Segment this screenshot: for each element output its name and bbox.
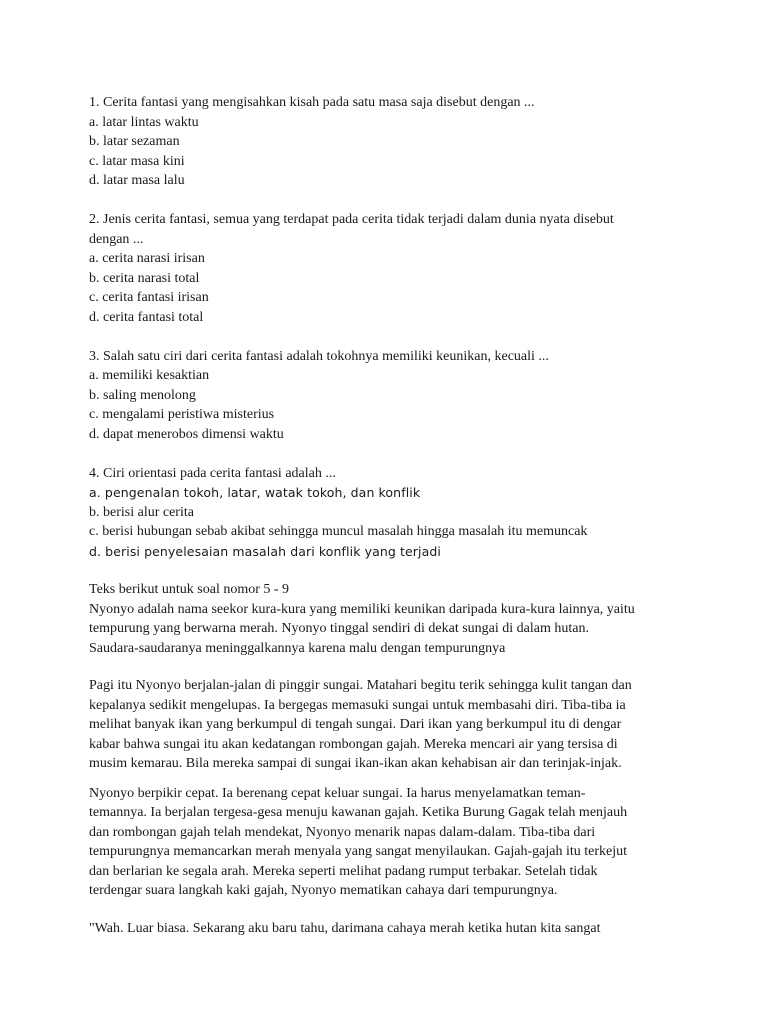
question-2: [89, 210, 689, 328]
passage-paragraph-1: [89, 600, 689, 659]
paragraph-line: terdengar suara langkah kaki gajah, Nyonyo mematikan cahaya dari tempurungnya.: [89, 883, 558, 899]
option-a: a. cerita narasi irisan: [89, 251, 205, 267]
paragraph-line: melihat banyak ikan yang berkumpul di tengah sungai. Dari ikan yang berkumpul itu di dengar: [89, 717, 622, 733]
option-c: c. berisi hubungan sebab akibat sehingga muncul masalah hingga masalah itu memuncak: [89, 524, 588, 540]
paragraph-line: dan rombongan gajah telah mendekat, Nyonyo menarik napas dalam-dalam. Tiba-tiba dari: [89, 824, 596, 840]
option-b: b. cerita narasi total: [89, 270, 200, 286]
paragraph-line: Nyonyo adalah nama seekor kura-kura yang memiliki keunikan daripada kura-kura lainnya, yaitu: [89, 601, 635, 617]
question-text: 2. Jenis cerita fantasi, semua yang terdapat pada cerita tidak terjadi dalam dunia nyata disebut: [89, 211, 614, 227]
document-body: [89, 93, 689, 938]
paragraph-line: musim kemarau. Bila mereka sampai di sungai ikan-ikan akan kehabisan air dan terinjak-injak.: [89, 756, 622, 772]
passage-heading: Teks berikut untuk soal nomor 5 - 9: [89, 582, 290, 598]
paragraph-line: tempurung yang berwarna merah. Nyonyo tinggal sendiri di dekat sungai di dalam hutan.: [89, 621, 589, 637]
option-b: b. saling menolong: [89, 387, 196, 403]
question-text: 3. Salah satu ciri dari cerita fantasi adalah tokohnya memiliki keunikan, kecuali ...: [89, 348, 549, 364]
question-3: [89, 347, 689, 445]
option-c: c. latar masa kini: [89, 153, 185, 169]
paragraph-line: temannya. Ia berjalan tergesa-gesa menuju kawanan gajah. Ketika Burung Gagak telah menjauh: [89, 805, 628, 821]
question-text: 1. Cerita fantasi yang mengisahkan kisah pada satu masa saja disebut dengan ...: [89, 95, 535, 110]
option-c: c. mengalami peristiwa misterius: [89, 407, 275, 423]
option-a: a. pengenalan tokoh, latar, watak tokoh, dan konflik: [89, 485, 421, 501]
question-1: [89, 93, 689, 191]
question-text: 4. Ciri orientasi pada cerita fantasi adalah ...: [89, 465, 336, 481]
reading-passage: [89, 580, 689, 938]
option-d: d. cerita fantasi total: [89, 309, 204, 325]
passage-paragraph-3: [89, 784, 689, 901]
paragraph-line: tempurungnya memancarkan merah menyala yang sangat menyilaukan. Gajah-gajah itu terkejut: [89, 844, 628, 860]
question-text-cont: dengan ...: [89, 231, 144, 247]
paragraph-line: Saudara-saudaranya meninggalkannya karena malu dengan tempurungnya: [89, 640, 506, 656]
paragraph-line: kepalanya sedikit mengelupas. Ia bergegas memasuki sungai untuk membasahi diri. Tiba-tiba ia: [89, 697, 626, 713]
option-a: a. latar lintas waktu: [89, 114, 199, 130]
option-d: d. dapat menerobos dimensi waktu: [89, 426, 284, 442]
paragraph-line: dan berlarian ke segala arah. Mereka seperti melihat padang rumput terbakar. Setelah tidak: [89, 863, 598, 879]
paragraph-line: kabar bahwa sungai itu akan kedatangan rombongan gajah. Mereka mencari air yang tersisa di: [89, 736, 618, 752]
paragraph-line: Pagi itu Nyonyo berjalan-jalan di pinggir sungai. Matahari begitu terik sehingga kulit tangan dan: [89, 678, 632, 694]
option-d: d. latar masa lalu: [89, 173, 185, 189]
paragraph-line: Nyonyo berpikir cepat. Ia berenang cepat keluar sungai. Ia harus menyelamatkan teman-: [89, 785, 586, 801]
passage-paragraph-2: [89, 676, 689, 774]
question-4: [89, 464, 689, 562]
option-d: d. berisi penyelesaian masalah dari konflik yang terjadi: [89, 543, 441, 559]
option-c: c. cerita fantasi irisan: [89, 290, 209, 306]
option-b: b. berisi alur cerita: [89, 504, 194, 520]
paragraph-line: "Wah. Luar biasa. Sekarang aku baru tahu, darimana cahaya merah ketika hutan kita sangat: [89, 920, 601, 936]
option-b: b. latar sezaman: [89, 134, 180, 150]
option-a: a. memiliki kesaktian: [89, 368, 210, 384]
passage-paragraph-4: [89, 919, 689, 939]
